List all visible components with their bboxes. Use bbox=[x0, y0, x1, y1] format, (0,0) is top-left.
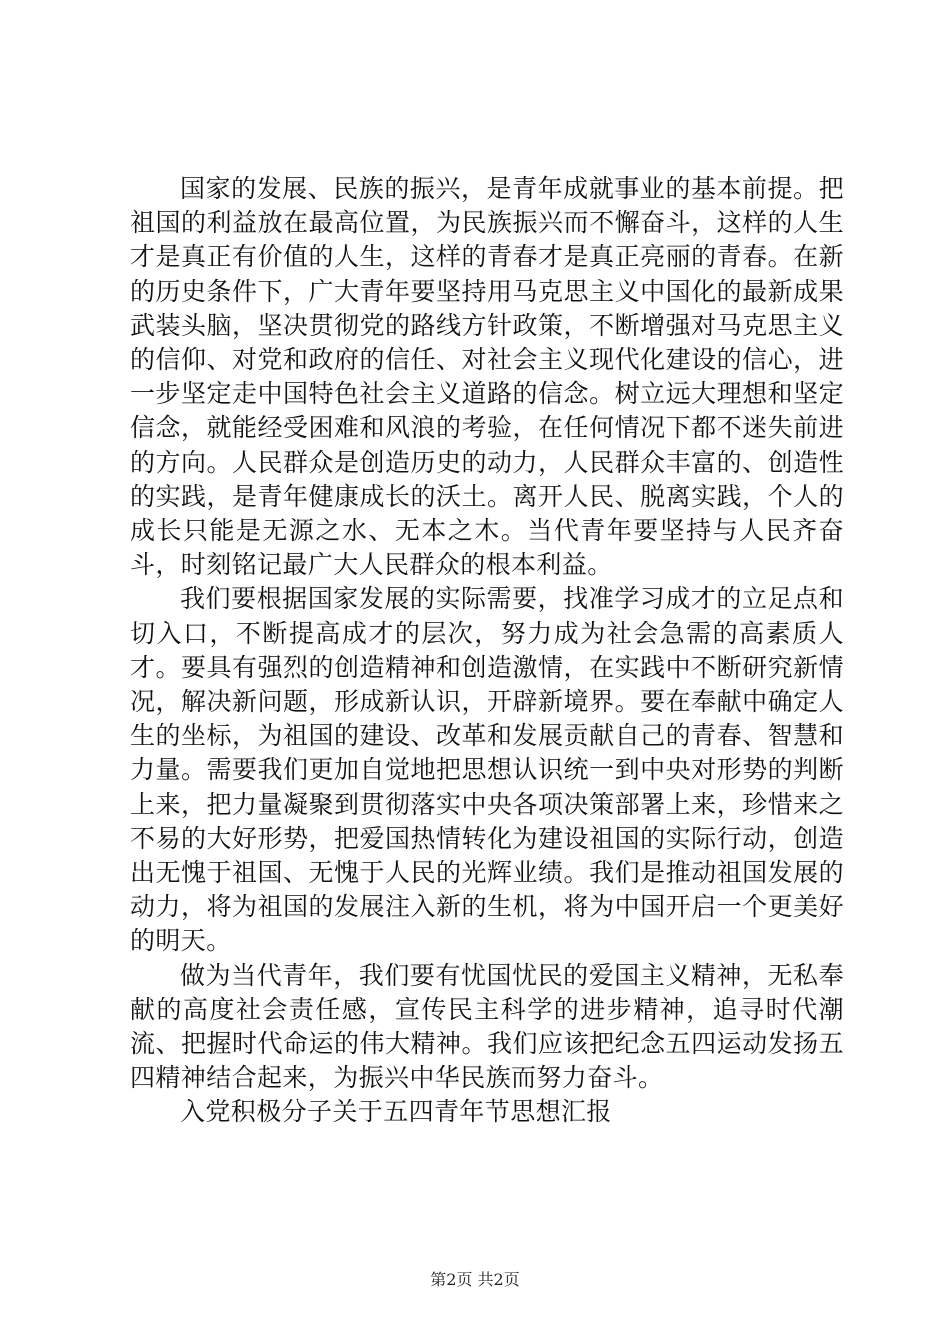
paragraph-4: 入党积极分子关于五四青年节思想汇报 bbox=[180, 1097, 612, 1127]
paragraph-3: 做为当代青年，我们要有忧国忧民的爱国主义精神，无私奉献的高度社会责任感，宣传民主科学的进步精神，追寻时代潮流、把握时代命运的伟大精神。我们应该把纪念五四运动发扬五四精神结合起来，为振兴中华民族而努力奋斗。 bbox=[130, 960, 844, 1093]
page-footer: 第2页 共2页 bbox=[430, 1270, 520, 1289]
paragraph-2: 我们要根据国家发展的实际需要，找准学习成才的立足点和切入口，不断提高成才的层次，努力成为社会急需的高素质人才。要具有强烈的创造精神和创造激情，在实践中不断研究新情况，解决新问题，形成新认识，开辟新境界。要在奉献中确定人生的坐标，为祖国的建设、改革和发展贡献自己的青春、智慧和力量。需要我们更加自觉地把思想认识统一到中央对形势的判断上来，把力量凝聚到贯彻落实中央各项决策部署上来，珍惜来之不易的大好形势，把爱国热情转化为建设祖国的实际行动，创造出无愧于祖国、无愧于人民的光辉业绩。我们是推动祖国发展的动力，将为祖国的发展注入新的生机，将为中国开启一个更美好的明天。 bbox=[130, 584, 844, 956]
document-body bbox=[130, 172, 844, 1130]
paragraph-1: 国家的发展、民族的振兴，是青年成就事业的基本前提。把祖国的利益放在最高位置，为民族振兴而不懈奋斗，这样的人生才是真正有价值的人生，这样的青春才是真正亮丽的青春。在新的历史条件下，广大青年要坚持用马克思主义中国化的最新成果武装头脑，坚决贯彻党的路线方针政策，不断增强对马克思主义的信仰、对党和政府的信任、对社会主义现代化建设的信心，进一步坚定走中国特色社会主义道路的信念。树立远大理想和坚定信念，就能经受困难和风浪的考验，在任何情况下都不迷失前进的方向。人民群众是创造历史的动力，人民群众丰富的、创造性的实践，是青年健康成长的沃土。离开人民、脱离实践，个人的成长只能是无源之水、无本之木。当代青年要坚持与人民齐奋斗，时刻铭记最广大人民群众的根本利益。 bbox=[130, 174, 844, 580]
